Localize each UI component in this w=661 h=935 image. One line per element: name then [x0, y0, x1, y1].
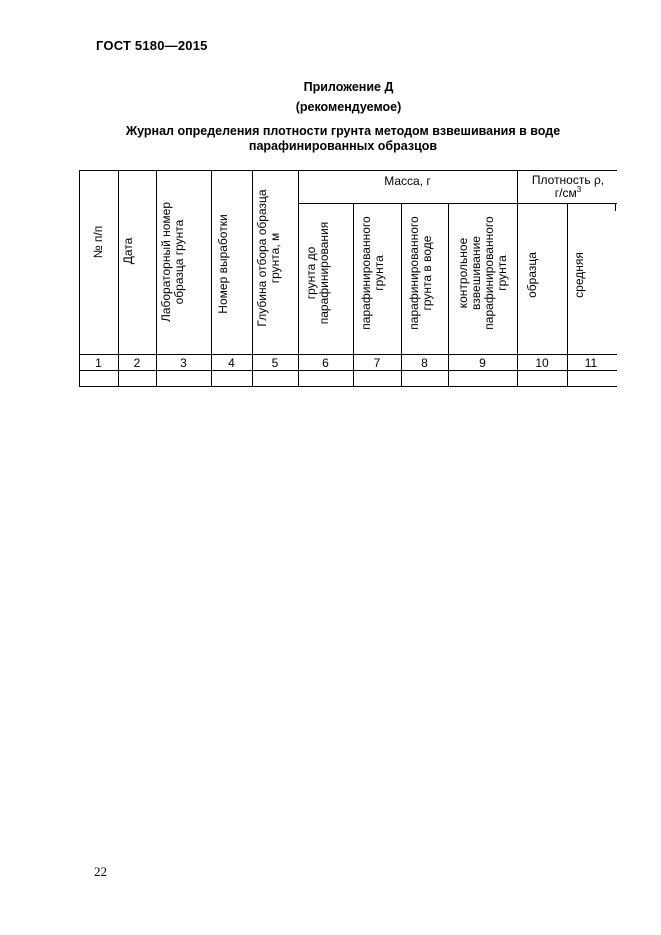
col-header-mass-paraffined-line-1: парафинированного: [359, 216, 373, 330]
journal-title-line-1: Журнал определения плотности грунта методом взвешивания в воде: [125, 124, 561, 138]
col-header-mass-in-water-line-2: грунта в воде: [420, 235, 434, 311]
col-header-mass-paraffined-line-2: грунта: [372, 255, 386, 291]
table-bottom-border: [79, 386, 617, 387]
numbers-row-bottom: [79, 370, 617, 371]
group-header-mass: Масса, г: [384, 174, 431, 188]
density-label-line-1: Плотность ρ,: [531, 173, 605, 187]
page-number: 22: [94, 864, 107, 879]
col-border-2: [156, 170, 157, 387]
group-header-density: [518, 174, 618, 200]
col-header-date: [122, 226, 135, 276]
col-header-date-text: Дата: [121, 237, 135, 265]
col-header-density-average: [573, 240, 586, 310]
col-border-5: [298, 170, 299, 387]
col-header-depth: [256, 178, 282, 338]
col-header-excavation: [217, 208, 230, 320]
col-number-11: 11: [584, 356, 598, 370]
col-header-control-weighing-line-3: парафинированного: [482, 216, 496, 330]
table-top-border: [79, 170, 617, 171]
journal-title: [108, 124, 578, 154]
density-unit-exponent: 3: [576, 185, 582, 194]
col-header-density-sample-text: образца: [525, 252, 539, 298]
col-number-6: 6: [322, 356, 329, 370]
col-header-lab-number-line-1: Лабораторный номер: [159, 201, 173, 323]
col-header-control-weighing-line-1: контрольное: [456, 237, 470, 309]
col-number-4: 4: [228, 356, 235, 370]
col-number-9: 9: [479, 356, 486, 370]
col-number-3: 3: [180, 356, 187, 370]
col-border-4: [252, 170, 253, 387]
col-header-lab-number: [160, 192, 186, 332]
col-header-density-sample: [526, 240, 539, 310]
density-unit: г/см: [554, 186, 577, 200]
col-header-number-text: № п/п: [91, 225, 105, 259]
standard-code: ГОСТ 5180—2015: [96, 38, 208, 53]
col-number-2: 2: [133, 356, 141, 370]
col-border-9: [517, 170, 518, 387]
col-header-mass-in-water: [408, 208, 434, 338]
journal-title-line-2: парафинированных образцов: [248, 139, 438, 153]
col-header-mass-before-paraffin: [305, 208, 331, 338]
col-header-mass-paraffined: [360, 208, 386, 338]
col-header-control-weighing-line-4: грунта: [495, 255, 509, 291]
col-header-control-weighing-line-2: взвешивание: [469, 236, 483, 310]
header-bottom-border: [79, 354, 617, 355]
col-border-3: [211, 170, 212, 387]
col-number-1: 1: [95, 356, 102, 370]
col-header-excavation-text: Номер выработки: [216, 214, 230, 314]
group-header-divider: [298, 203, 617, 204]
col-number-5: 5: [271, 356, 279, 370]
col-header-mass-before-paraffin-line-1: грунта до: [304, 246, 318, 300]
col-header-density-average-text: средняя: [572, 252, 586, 298]
col-number-10: 10: [535, 356, 549, 370]
col-header-depth-line-2: грунта, м: [268, 232, 282, 284]
col-border-0: [79, 170, 80, 387]
col-header-mass-before-paraffin-line-2: парафинирования: [317, 221, 331, 325]
col-header-number: [92, 202, 105, 282]
col-header-lab-number-line-2: образца грунта: [172, 219, 186, 305]
col-border-11: [615, 203, 616, 211]
annex-title: Приложение Д: [303, 80, 394, 94]
col-number-8: 8: [421, 356, 428, 370]
col-number-7: 7: [373, 356, 381, 370]
col-header-mass-in-water-line-1: парафинированного: [407, 216, 421, 330]
annex-status: (рекомендуемое): [295, 100, 402, 114]
col-header-control-weighing: [457, 208, 509, 338]
density-label-line-2: [518, 187, 618, 200]
col-border-1: [118, 170, 119, 387]
col-header-depth-line-1: Глубина отбора образца: [255, 189, 269, 327]
